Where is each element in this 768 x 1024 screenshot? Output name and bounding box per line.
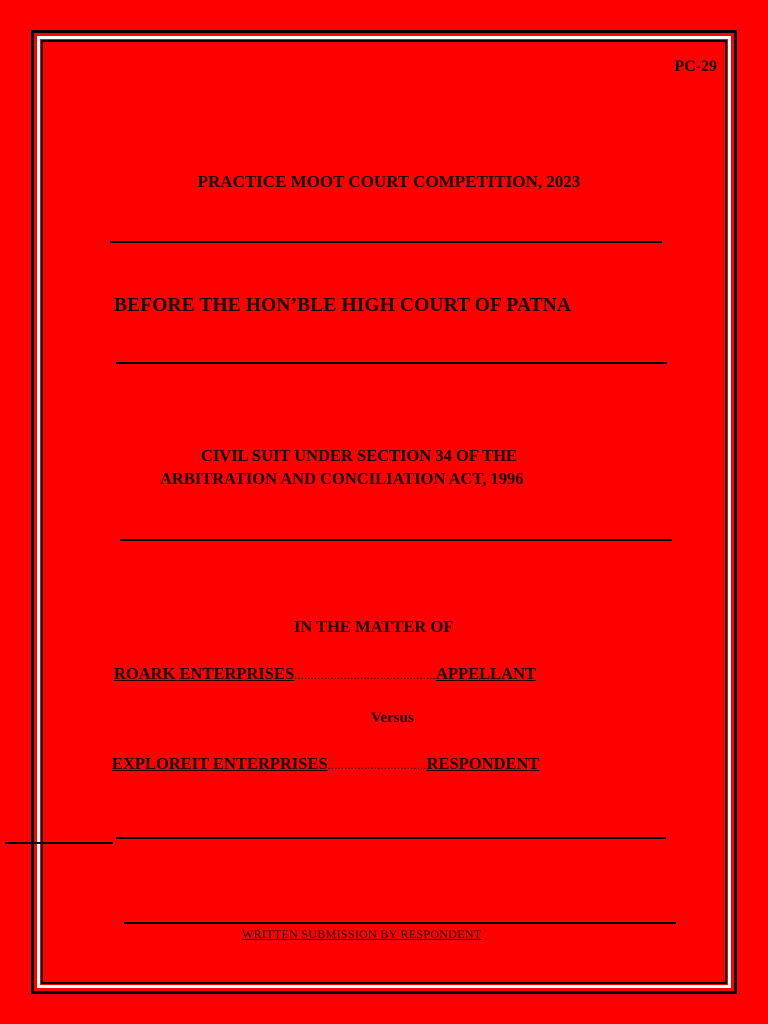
divider-rule — [116, 362, 667, 364]
page-code: PC-29 — [674, 58, 717, 75]
versus-label: Versus — [371, 710, 414, 726]
appellant-dots: ........................................... — [294, 668, 437, 682]
respondent-line — [112, 754, 539, 774]
matter-heading: IN THE MATTER OF — [294, 617, 454, 636]
court-heading: BEFORE THE HON’BLE HIGH COURT OF PATNA — [114, 295, 572, 316]
respondent-role: RESPONDENT — [426, 754, 540, 773]
divider-rule — [124, 922, 676, 924]
suit-line-2: ARBITRATION AND CONCILIATION ACT, 1996 — [160, 469, 524, 488]
submission-label: WRITTEN SUBMISSION BY RESPONDENT — [242, 927, 482, 941]
respondent-name: EXPLOREIT ENTERPRISES — [112, 754, 328, 773]
divider-rule — [120, 539, 672, 541]
appellant-line — [114, 664, 536, 684]
appellant-name: ROARK ENTERPRISES — [114, 664, 295, 683]
appellant-role: APPELLANT — [436, 664, 537, 683]
respondent-dots: .............................. — [327, 758, 427, 772]
competition-title: PRACTICE MOOT COURT COMPETITION, 2023 — [197, 172, 581, 191]
divider-rule — [116, 837, 666, 839]
divider-rule — [110, 241, 662, 243]
divider-rule-short — [5, 842, 113, 844]
suit-line-1: CIVIL SUIT UNDER SECTION 34 OF THE — [201, 446, 518, 465]
